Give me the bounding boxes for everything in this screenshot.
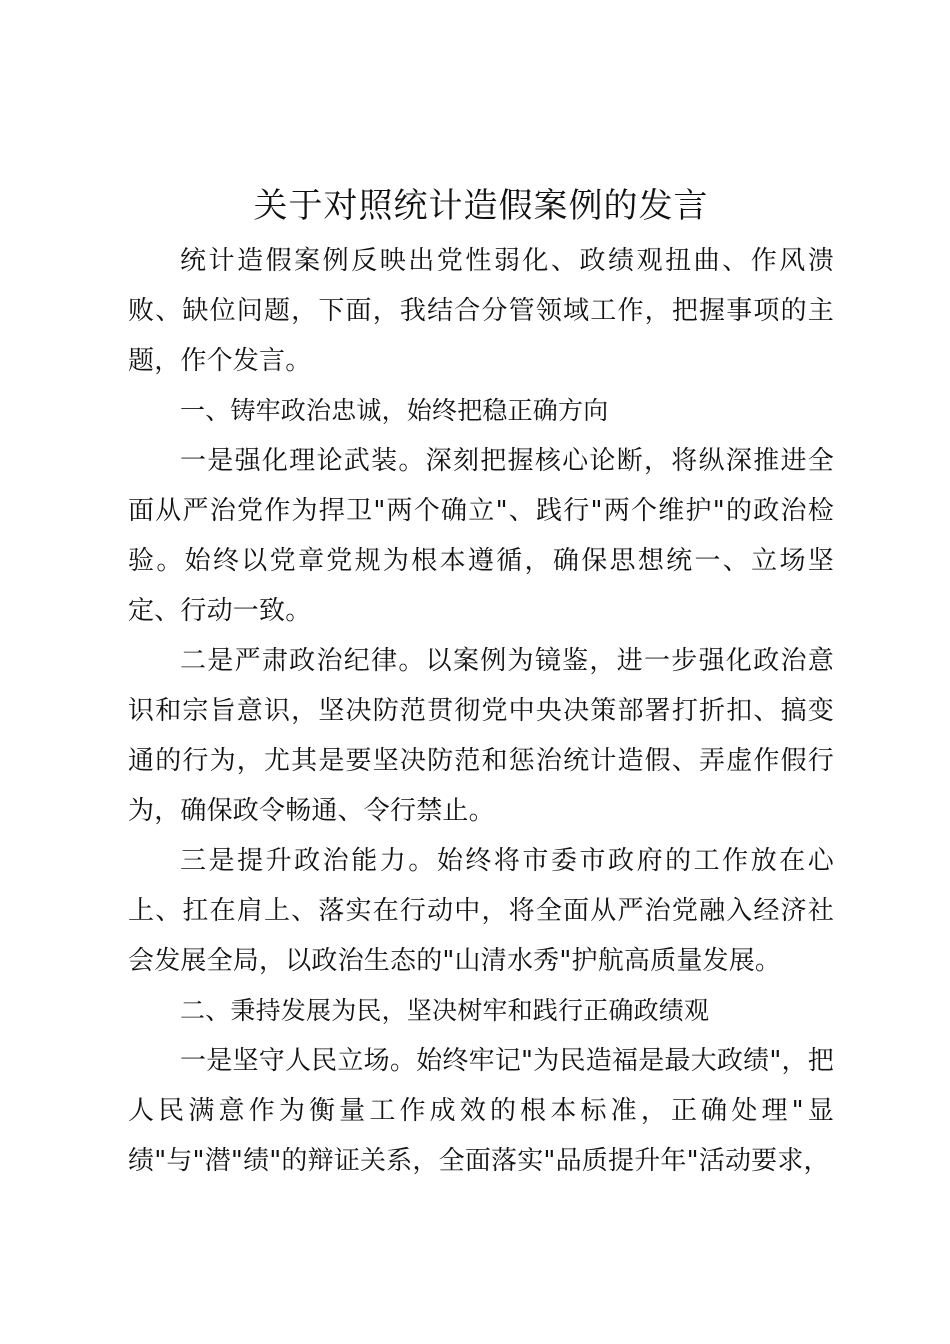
paragraph-theory-arming: 一是强化理论武装。深刻把握核心论断，将纵深推进全面从严治党作为捍卫"两个确立"、践行"两个维护"的政治检验。始终以党章党规为根本遵循，确保思想统一、立场坚定、行动一致。: [128, 446, 834, 626]
document-title: 关于对照统计造假案例的发言: [253, 186, 709, 226]
document-body: [128, 178, 834, 1186]
paragraph-people-stance: 一是坚守人民立场。始终牢记"为民造福是最大政绩"，把人民满意作为衡量工作成效的根本标准，正确处理"显绩"与"潜"绩"的辩证关系，全面落实"品质提升年"活动要求，: [128, 1046, 834, 1176]
intro-paragraph: 统计造假案例反映出党性弱化、政绩观扭曲、作风溃败、缺位问题，下面，我结合分管领域工作，把握事项的主题，作个发言。: [128, 246, 834, 376]
section-heading-1: 一、铸牢政治忠诚，始终把稳正确方向: [180, 396, 609, 425]
paragraph-political-capability: 三是提升政治能力。始终将市委市政府的工作放在心上、扛在肩上、落实在行动中，将全面从严治党融入经济社会发展全局，以政治生态的"山清水秀"护航高质量发展。: [128, 846, 834, 976]
paragraph-political-discipline: 二是严肃政治纪律。以案例为镜鉴，进一步强化政治意识和宗旨意识，坚决防范贯彻党中央决策部署打折扣、搞变通的行为，尤其是要坚决防范和惩治统计造假、弄虚作假行为，确保政令畅通、令行禁止。: [128, 646, 834, 826]
section-heading-2: 二、秉持发展为民，坚决树牢和践行正确政绩观: [180, 996, 710, 1025]
